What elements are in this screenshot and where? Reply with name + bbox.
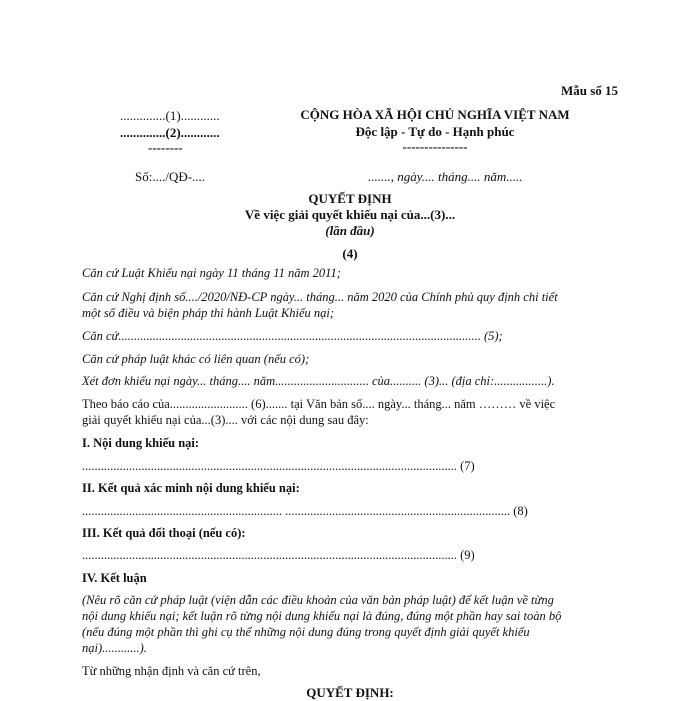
basis-line: một số điều và biện pháp thi hành Luật Khiếu nại;	[82, 306, 335, 320]
conclusion-note: (Nêu rõ căn cứ pháp luật (viện dẫn các điều khoản của văn bản pháp luật) để kết luận về từng	[82, 593, 554, 607]
agency-divider: --------	[148, 140, 183, 155]
decision-number: Số:..../QĐ-....	[135, 169, 206, 184]
basis-line: Căn cứ Luật Khiếu nại ngày 11 tháng 11 năm 2011;	[82, 266, 341, 280]
report-line: giải quyết khiếu nại của...(3).... với các nội dung sau đây:	[82, 413, 369, 427]
basis-line: Căn cứ.................................................................................................................... (5);	[82, 329, 503, 343]
place-date: ......., ngày.... tháng.... năm.....	[368, 169, 523, 184]
section-2-content: ................................................................ ........................................................................ (8)	[82, 504, 528, 518]
motto-divider: ---------------	[402, 139, 468, 154]
basis-line: Xét đơn khiếu nại ngày... tháng.... năm.............................. của.......... (3)... (địa chỉ:.................).	[82, 374, 555, 388]
first-time-note: (lần đầu)	[325, 223, 375, 238]
basis-line: Căn cứ Nghị định số..../2020/NĐ-CP ngày... tháng... năm 2020 của Chính phủ quy định chi tiết	[82, 290, 558, 304]
form-number: Mẫu số 15	[560, 83, 618, 98]
basis-line: Căn cứ pháp luật khác có liên quan (nếu có);	[82, 352, 310, 366]
conclusion-note: nội dung khiếu nại; kết luận rõ từng nội dung khiếu nại là đúng, đúng một phần hay sai toàn bộ	[82, 609, 562, 623]
report-line: Theo báo cáo của......................... (6)....... tại Văn bản số.... ngày... tháng... năm ……… về việc	[82, 397, 556, 411]
nation-name: CỘNG HÒA XÃ HỘI CHỦ NGHĨA VIỆT NAM	[300, 107, 570, 122]
section-3-title: III. Kết quả đối thoại (nếu có):	[82, 526, 246, 540]
conclusion-note: nại)............).	[82, 641, 147, 655]
document-title: QUYẾT ĐỊNH	[308, 191, 392, 206]
document-subtitle: Về việc giải quyết khiếu nại của...(3)...	[244, 207, 456, 222]
section-1-title: I. Nội dung khiếu nại:	[82, 436, 200, 450]
section-4-title: IV. Kết luận	[82, 571, 147, 585]
section-2-title: II. Kết quả xác minh nội dung khiếu nại:	[82, 481, 300, 495]
decision-heading: QUYẾT ĐỊNH:	[306, 685, 394, 700]
agency-name: ..............(2)............	[120, 125, 220, 140]
section-1-content: ........................................................................................................................ (7)	[82, 459, 475, 473]
conclusion-note: (nếu đúng một phần thì ghi cụ thể những nội dung đúng trong quyết định giải quyết khiếu	[82, 625, 530, 639]
section-3-content: ........................................................................................................................ (9)	[82, 548, 475, 562]
agency-parent: ..............(1)............	[120, 108, 220, 123]
nation-motto: Độc lập - Tự do - Hạnh phúc	[355, 124, 515, 139]
closing-line: Từ những nhận định và căn cứ trên,	[82, 664, 261, 678]
issuing-authority: (4)	[342, 246, 358, 261]
